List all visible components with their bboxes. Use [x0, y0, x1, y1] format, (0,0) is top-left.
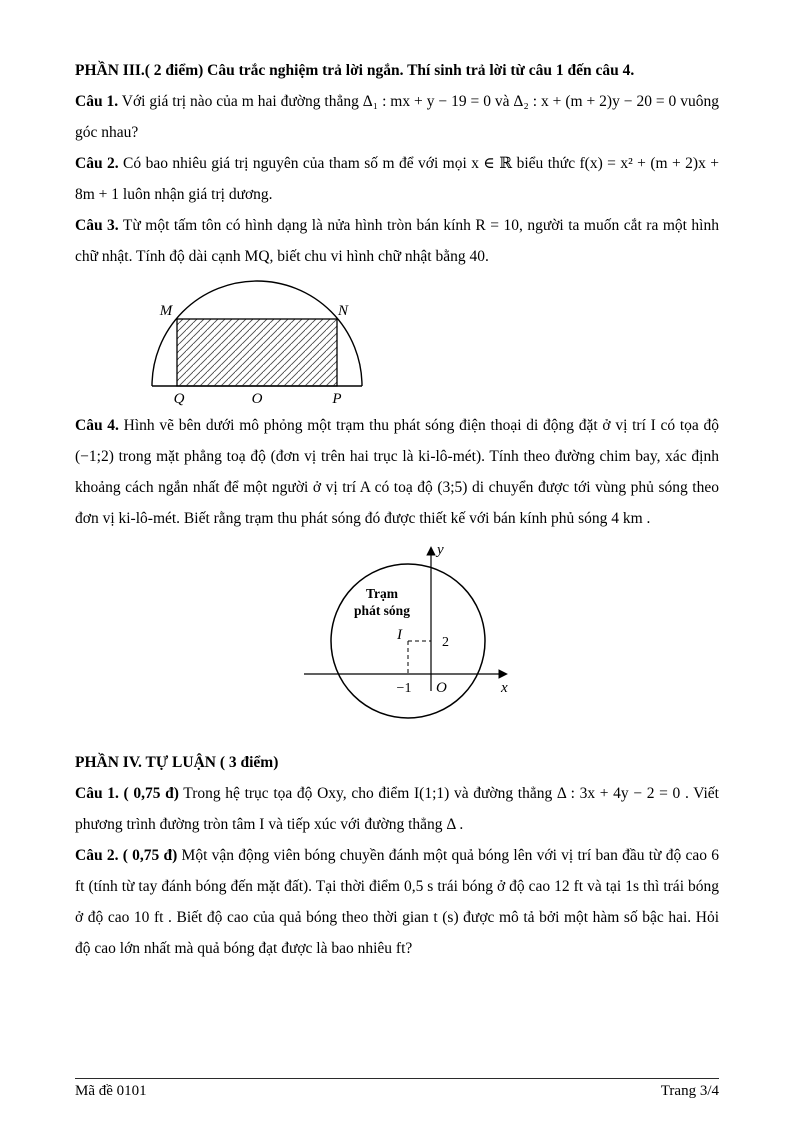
part4-question-1	[75, 778, 719, 840]
tick-label-minus-1: −1	[396, 681, 412, 696]
y-axis-label: y	[437, 542, 444, 558]
part4-heading: PHẦN IV. TỰ LUẬN ( 3 điểm)	[75, 754, 279, 771]
part3-question-3	[75, 210, 719, 272]
page-number: Trang 3/4	[660, 1083, 719, 1099]
question-text: Với giá trị nào của m hai đường thẳng Δ₁ : mx + y − 19 = 0 và Δ₂ : x + (m + 2)y − 20 = 0 vuông góc nhau?	[75, 93, 719, 141]
point-label-Q: Q	[173, 391, 185, 407]
point-label-N: N	[337, 303, 349, 319]
point-label-O: O	[251, 391, 263, 407]
part4-question-2	[75, 840, 719, 964]
part3-question-2	[75, 148, 719, 210]
question-text: Trong hệ trục tọa độ Oxy, cho điểm I(1;1) và đường thẳng Δ : 3x + 4y − 2 = 0 . Viết phương trình đường tròn tâm I và tiếp xúc với đường thẳng Δ .	[75, 785, 719, 833]
tick-label-2: 2	[442, 635, 449, 650]
coverage-circle-figure-svg	[294, 536, 524, 741]
question-text: Một vận động viên bóng chuyền đánh một quả bóng lên với vị trí ban đầu từ độ cao 6 ft (tính từ tay đánh bóng đến mặt đất). Tại thời điểm 0,5 s trái bóng ở độ cao 12 ft và tại 1s thì trái bóng ở độ cao 10 ft . Biết độ cao của quả bóng theo thời gian t (s) được mô tả bởi một hàm số bậc hai. Hỏi độ cao lớn nhất mà quả bóng đạt được là bao nhiêu ft?	[75, 847, 719, 957]
part3-heading: PHẦN III.( 2 điểm) Câu trắc nghiệm trả lời ngắn. Thí sinh trả lời từ câu 1 đến câu 4.	[75, 62, 635, 79]
question-label: Câu 3.	[75, 217, 119, 234]
semicircle-figure	[137, 274, 719, 408]
center-label-I: I	[397, 627, 402, 643]
question-label: Câu 2. ( 0,75 đ)	[75, 847, 178, 864]
coverage-circle-figure	[99, 536, 719, 741]
station-label-line1: Trạm	[366, 586, 398, 601]
question-label: Câu 1. ( 0,75 đ)	[75, 785, 179, 802]
part3-question-1	[75, 86, 719, 148]
semicircle-figure-svg	[137, 274, 377, 408]
question-label: Câu 2.	[75, 155, 119, 172]
question-label: Câu 1.	[75, 93, 119, 110]
origin-label-O: O	[436, 680, 447, 696]
point-label-P: P	[332, 391, 342, 407]
station-label-line2: phát sóng	[354, 603, 410, 618]
question-label: Câu 4.	[75, 417, 119, 434]
point-label-M: M	[159, 303, 173, 319]
inscribed-rectangle	[177, 319, 337, 386]
exam-code: Mã đề 0101	[75, 1083, 147, 1099]
question-text: Hình vẽ bên dưới mô phỏng một trạm thu phát sóng điện thoại di động đặt ở vị trí I có tọa độ (−1;2) trong mặt phẳng toạ độ (đơn vị trên hai trục là ki-lô-mét). Tính theo đường chim bay, xác định khoảng cách ngắn nhất để một người ở vị trí A có toạ độ (3;5) di chuyển được tới vùng phủ sóng theo đơn vị ki-lô-mét. Biết rằng trạm thu phát sóng đó được thiết kế với bán kính phủ sóng 4 km .	[75, 417, 719, 527]
question-text: Từ một tấm tôn có hình dạng là nửa hình tròn bán kính R = 10, người ta muốn cắt ra một hình chữ nhật. Tính độ dài cạnh MQ, biết chu vi hình chữ nhật bằng 40.	[75, 217, 719, 265]
page-footer	[75, 1078, 719, 1100]
question-text: Có bao nhiêu giá trị nguyên của tham số m để với mọi x ∈ ℝ biểu thức f(x) = x² + (m + 2)x + 8m + 1 luôn nhận giá trị dương.	[75, 155, 719, 203]
part3-question-4	[75, 410, 719, 534]
x-axis-label: x	[501, 680, 508, 696]
